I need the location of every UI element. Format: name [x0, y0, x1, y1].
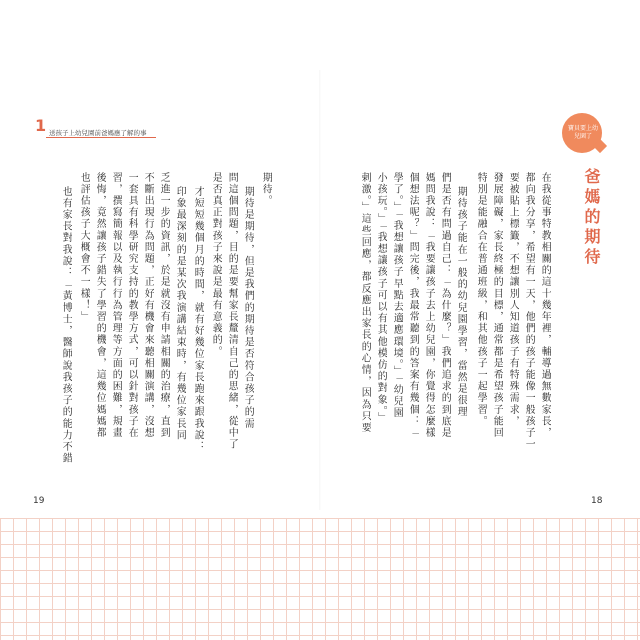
badge-text: 寶貝要上幼兒園了	[567, 125, 598, 140]
grid-footer-decoration	[0, 518, 640, 640]
text-column: 後悔，竟然讓孩子錯失了學習的機會，這幾位媽媽都	[94, 172, 106, 439]
text-column: 剌激。」這些回應，都反應出家長的心情，因為只要	[359, 172, 371, 434]
text-column: 特別是能融合在普通班級，和其他孩子一起學習。	[475, 172, 487, 428]
badge-speech-bubble	[562, 113, 602, 153]
text-column: 是否真正對孩子來說是最有意義的。	[210, 172, 222, 358]
page-number-right: 18	[591, 496, 603, 506]
chapter-header	[35, 116, 235, 144]
text-column: 期待孩子能在一般的幼兒園學習，當然是很理	[455, 186, 467, 418]
chapter-title: 送孩子上幼兒園前爸媽應了解的事	[49, 129, 147, 137]
page-gutter	[319, 70, 321, 510]
text-column: 也有家長對我說：「黃博士，醫師說我孩子的能力不錯	[60, 186, 72, 465]
text-column: 習，撰寫簡報以及執行行為管理等方面的困難，規畫	[110, 172, 122, 439]
text-column: 們是否有問過自己：「為什麼？」我們追求的到底是	[439, 172, 451, 439]
text-column: 媽問我說：「我要讓孩子去上幼兒園，你覺得怎麼樣	[423, 172, 435, 439]
text-column: 才短短幾個月的時間，就有好幾位家長跑來跟我說：	[192, 186, 204, 453]
text-column: 都向我分享，希望有一天，他們的孩子能像一般孩子一	[523, 172, 535, 451]
text-column: 期待是期待，但是我們的期待是否符合孩子的需	[242, 186, 254, 430]
text-column: 期待。	[260, 172, 272, 207]
text-column: 問這個問題，目的是要幫家長釐清自己的思緒，從中了	[226, 172, 238, 451]
text-column: 學了。」「我想讓孩子早點去適應環境。」「幼兒園	[391, 172, 403, 419]
text-column: 小孩玩。」「我想讓孩子可以有其他模仿的對象。」	[375, 172, 387, 424]
section-title: 爸媽的期待	[582, 168, 601, 268]
chapter-number: 1	[35, 116, 47, 135]
text-column: 也評估孩子大概會不一樣！」	[78, 172, 90, 323]
page-number-left: 19	[33, 496, 45, 506]
text-column: 在我從事特教相關的這十幾年裡，輔導過無數家長，	[539, 172, 551, 439]
text-column: 個想法呢？」問完後，我最常聽到的答案有幾個：「	[407, 172, 419, 439]
text-column: 要被貼上標籤，不想讓別人知道孩子有特殊需求，	[507, 172, 519, 428]
text-column: 不斷出現行為問題，正好有機會來聽相關演講，沒想	[142, 172, 154, 439]
text-column: 印象最深刻的是某次我演講結束時，有幾位家長同	[174, 186, 186, 442]
text-column: 一套具有科學研究支持的教學方式，可以針對孩子在	[126, 172, 138, 439]
text-column: 發展障礙，家長終極的目標，通常都是希望孩子能回	[491, 172, 503, 439]
text-column: 乏進一步的資訊，於是就沒有申請相關的治療，直到	[158, 172, 170, 439]
chapter-underline	[46, 137, 156, 138]
